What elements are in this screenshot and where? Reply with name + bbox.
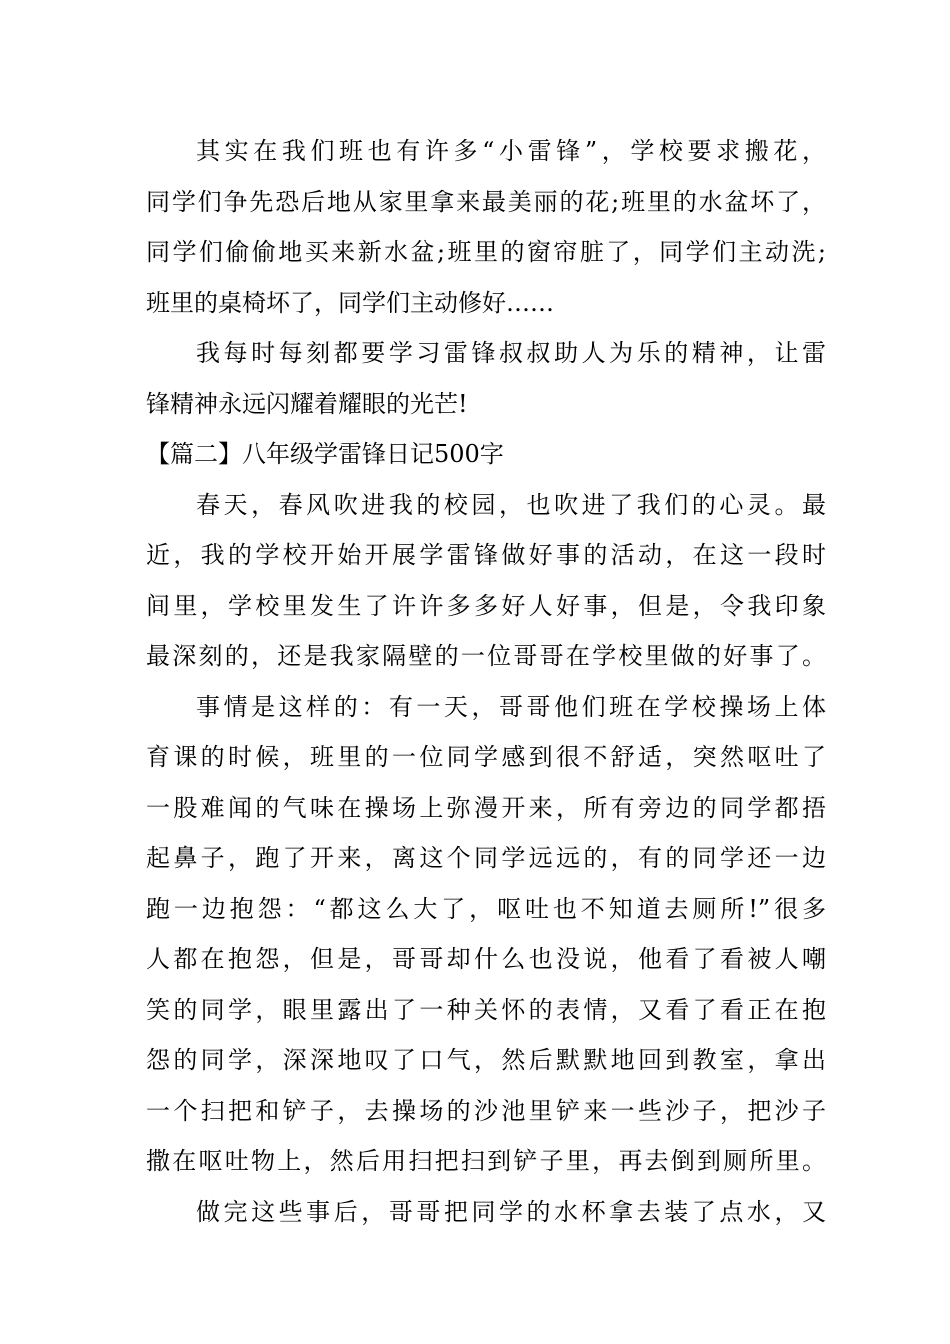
paragraph-line: 我每时每刻都要学习雷锋叔叔助人为乐的精神，让雷 bbox=[196, 339, 826, 367]
paragraph-line: 人都在抱怨，但是，哥哥却什么也没说，他看了看被人嘲 bbox=[146, 945, 826, 973]
paragraph-line: 育课的时候，班里的一位同学感到很不舒适，突然呕吐了 bbox=[146, 743, 826, 771]
paragraph-line: 锋精神永远闪耀着耀眼的光芒! bbox=[146, 389, 468, 418]
paragraph-line: 近，我的学校开始开展学雷锋做好事的活动，在这一段时 bbox=[146, 541, 826, 569]
paragraph-line: 最深刻的，还是我家隔壁的一位哥哥在学校里做的好事了。 bbox=[146, 642, 826, 670]
paragraph-line: 春天，春风吹进我的校园，也吹进了我们的心灵。最 bbox=[196, 490, 826, 519]
paragraph-line: 事情是这样的：有一天，哥哥他们班在学校操场上体 bbox=[196, 692, 826, 721]
paragraph-line: 一股难闻的气味在操场上弥漫开来，所有旁边的同学都捂 bbox=[146, 793, 826, 822]
paragraph-line: 起鼻子，跑了开来，离这个同学远远的，有的同学还一边 bbox=[146, 844, 826, 872]
paragraph-line: 班里的桌椅坏了，同学们主动修好…… bbox=[146, 288, 554, 317]
paragraph-4 bbox=[146, 682, 826, 1187]
paragraph-line: 怨的同学，深深地叹了口气，然后默默地回到教室，拿出 bbox=[146, 1046, 826, 1074]
paragraph-1 bbox=[146, 126, 826, 328]
paragraph-line: 一个扫把和铲子，去操场的沙池里铲来一些沙子，把沙子 bbox=[146, 1096, 826, 1125]
section-heading: 【篇二】八年级学雷锋日记500字 bbox=[146, 440, 504, 468]
document-body bbox=[146, 126, 826, 1237]
paragraph-line: 其实在我们班也有许多“小雷锋”，学校要求搬花， bbox=[196, 137, 826, 165]
paragraph-line: 笑的同学，眼里露出了一种关怀的表情，又看了看正在抱 bbox=[146, 995, 826, 1024]
paragraph-line: 做完这些事后，哥哥把同学的水杯拿去装了点水，又 bbox=[196, 1197, 826, 1226]
paragraph-5 bbox=[146, 1187, 826, 1238]
paragraph-3 bbox=[146, 480, 826, 682]
paragraph-line: 同学们争先恐后地从家里拿来最美丽的花;班里的水盆坏了， bbox=[146, 187, 826, 216]
paragraph-line: 同学们偷偷地买来新水盆;班里的窗帘脏了，同学们主动洗; bbox=[146, 238, 826, 266]
paragraph-line: 间里，学校里发生了许许多多好人好事，但是，令我印象 bbox=[146, 591, 826, 620]
paragraph-line: 跑一边抱怨：“都这么大了，呕吐也不知道去厕所!”很多 bbox=[146, 894, 826, 923]
paragraph-line: 撒在呕吐物上，然后用扫把扫到铲子里，再去倒到厕所里。 bbox=[146, 1147, 826, 1175]
paragraph-2 bbox=[146, 328, 826, 429]
